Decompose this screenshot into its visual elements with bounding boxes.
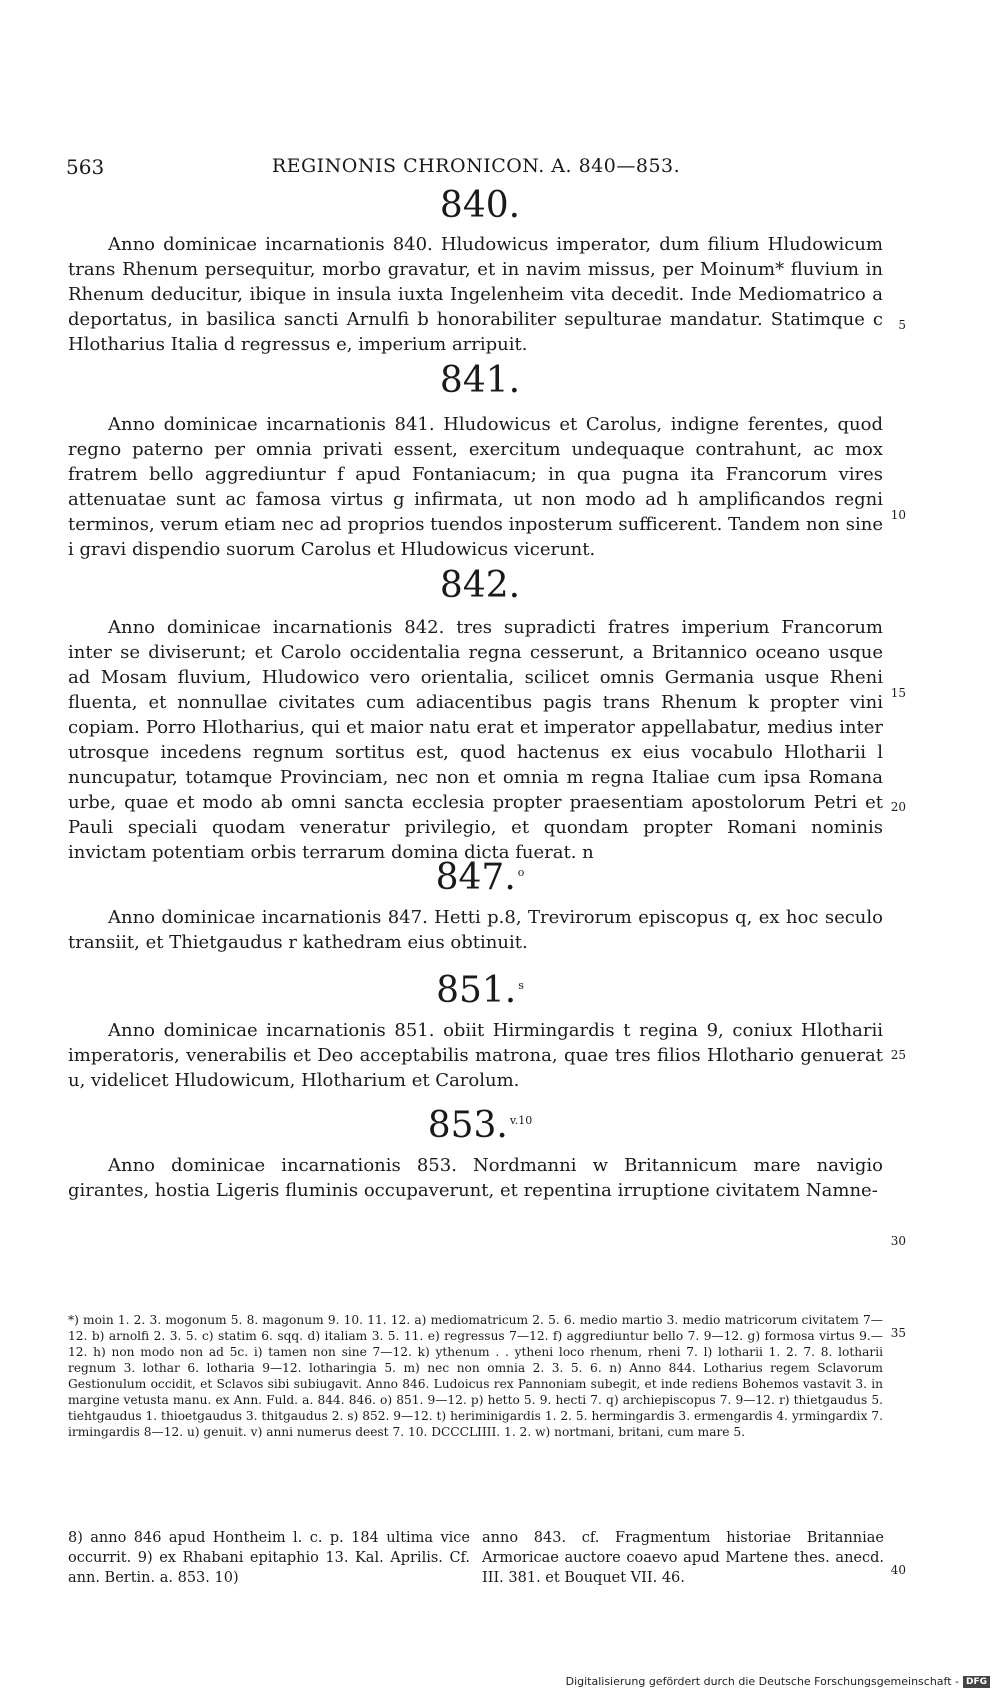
line-number: 35 <box>890 1326 906 1340</box>
paragraph-847: Anno dominicae incarnationis 847. Hetti p.8, Trevirorum episcopus q, ex hoc seculo transiit, et Thietgaudus r kathedram eius obtinuit. <box>68 907 883 953</box>
year-heading-847: 847. $^o$ <box>435 857 525 898</box>
line-number: 20 <box>890 800 906 814</box>
year-heading-842: 842. <box>439 565 521 606</box>
year-heading-840: 840. <box>439 185 521 226</box>
paragraph-840: Anno dominicae incarnationis 840. Hludowicus imperator, dum filium Hludowicum trans Rhenum persequitur, morbo gravatur, et in navim missus, per Moinum* fluvium in Rhenum deducitur, ibique in insula iuxta Ingelenheim vita decedit. Inde Mediomatrico a deportatus, in basilica sancti Arnulfi b honorabiliter sepulturae mandatur. Statimque c Hlotharius Italia d regressus e, imperium arripuit. <box>68 234 883 355</box>
line-number: 5 <box>898 318 906 332</box>
paragraph-853: Anno dominicae incarnationis 853. Nordmanni w Britannicum mare navigio girantes, hostia Ligeris fluminis occupaverunt, et repentina irruptione civitatem Namne- <box>68 1155 883 1201</box>
digitization-credit <box>566 1675 990 1688</box>
page-header <box>66 155 886 181</box>
running-title: REGINONIS CHRONICON. A. 840—853. <box>271 155 681 177</box>
footnotes-left: 8) anno 846 apud Hontheim l. c. p. 184 ultima vice occurrit. 9) ex Rhabani epitaphio 13. Kal. Aprilis. Cf. ann. Bertin. a. 853. 10) <box>68 1530 470 1586</box>
digitization-note: Digitalisierung gefördert durch die Deutsche Forschungsgemeinschaft - <box>565 1675 959 1688</box>
paragraph-842: Anno dominicae incarnationis 842. tres supradicti fratres imperium Francorum inter se diviserunt; et Carolo occidentalia regna cesserunt, a Britannico oceano usque ad Mosam fluvium, Hludowico vero orientalia, scilicet omnis Germania usque Rheni fluenta, et nonnullae civitates cum adiacentibus pagis trans Rhenum k propter vini copiam. Porro Hlotharius, qui et maior natu erat et imperator appellabatur, medius inter utrosque incedens regnum sortitus est, quod hactenus ex eius vocabulo Hlotharii l nuncupatur, totamque Provinciam, nec non et omnia m regna Italiae cum ipsa Romana urbe, quae et modo ab omni sancta ecclesia propter praesentiam apostolorum Petri et Pauli speciali quodam veneratur privilegio, et quondam propter Romani nominis invictam potentiam orbis terrarum domina dicta fuerat. n <box>68 617 883 863</box>
line-number: 40 <box>890 1563 906 1577</box>
dfg-logo-icon: DFG <box>963 1676 990 1688</box>
line-number: 10 <box>890 508 906 522</box>
year-heading-841: 841. <box>439 360 521 401</box>
critical-apparatus: *) moin 1. 2. 3. mogonum 5. 8. magonum 9. 10. 11. 12. a) mediomatricum 2. 5. 6. medio martio 3. medio matricorum civitatem 7—12. b) arnolfi 2. 3. 5. c) statim 6. sqq. d) italiam 3. 5. 11. e) regressus 7—12. f) aggrediuntur bello 7. 9—12. g) formosa virtus 9.—12. h) non modo non ad 5c. i) tamen non sine 7—12. k) ythenum . . ytheni loco rhenum, rheni 7. l) lotharii 1. 2. 7. 8. lotharii regnum 3. lothar 6. lotharia 9—12. lotharingia 5. m) nec non omnia 2. 3. 5. 6. n) Anno 844. Lotharius regem Sclavorum Gestionulum occidit, et Sclavos sibi subiugavit. Anno 846. Ludoicus rex Pannoniam subegit, et inde rediens Bohemos vastavit 3. in margine vetusta manu. ex Ann. Fuld. a. 844. 846. o) 851. 9—12. p) hetto 5. 9. hecti 7. q) archiepiscopus 7. 9—12. r) thietgaudus 5. tiehtgaudus 1. thioetgaudus 3. thitgaudus 2. s) 852. 9—12. t) heriminigardis 1. 2. 5. hermingardis 3. ermengardis 4. yrmingardix 7. irmingardis 8—12. u) genuit. v) anni numerus deest 7. 10. DCCCLIIII. 1. 2. w) nortmani, britani, cum mare 5. <box>68 1313 883 1439</box>
line-number: 15 <box>890 686 906 700</box>
year-heading-853: 853. $^{v.10}$ <box>427 1105 533 1146</box>
line-number: 25 <box>890 1048 906 1062</box>
paragraph-851: Anno dominicae incarnationis 851. obiit Hirmingardis t regina 9, coniux Hlotharii imperatoris, venerabilis et Deo acceptabilis matrona, quae tres filios Hlothario genuerat u, videlicet Hludowicum, Hlotharium et Carolum. <box>68 1020 883 1091</box>
paragraph-841: Anno dominicae incarnationis 841. Hludowicus et Carolus, indigne ferentes, quod regno paterno per omnia privati essent, exercitum undequaque contrahunt, ac mox fratrem bello aggrediuntur f apud Fontaniacum; in qua pugna ita Francorum vires attenuatae sunt ac famosa virtus g infirmata, ut non modo ad h amplificandos regni terminos, verum etiam nec ad proprios tuendos inposterum sufficerent. Tandem non sine i gravi dispendio suorum Carolus et Hludowicus vicerunt. <box>68 414 883 560</box>
year-heading-851: 851. $^s$ <box>436 970 524 1011</box>
page-number: 563 <box>66 155 105 179</box>
line-number: 30 <box>890 1234 906 1248</box>
footnotes-right: anno 843. cf. Fragmentum historiae Britanniae Armoricae auctore coaevo apud Martene thes. anecd. III. 381. et Bouquet VII. 46. <box>482 1530 884 1586</box>
